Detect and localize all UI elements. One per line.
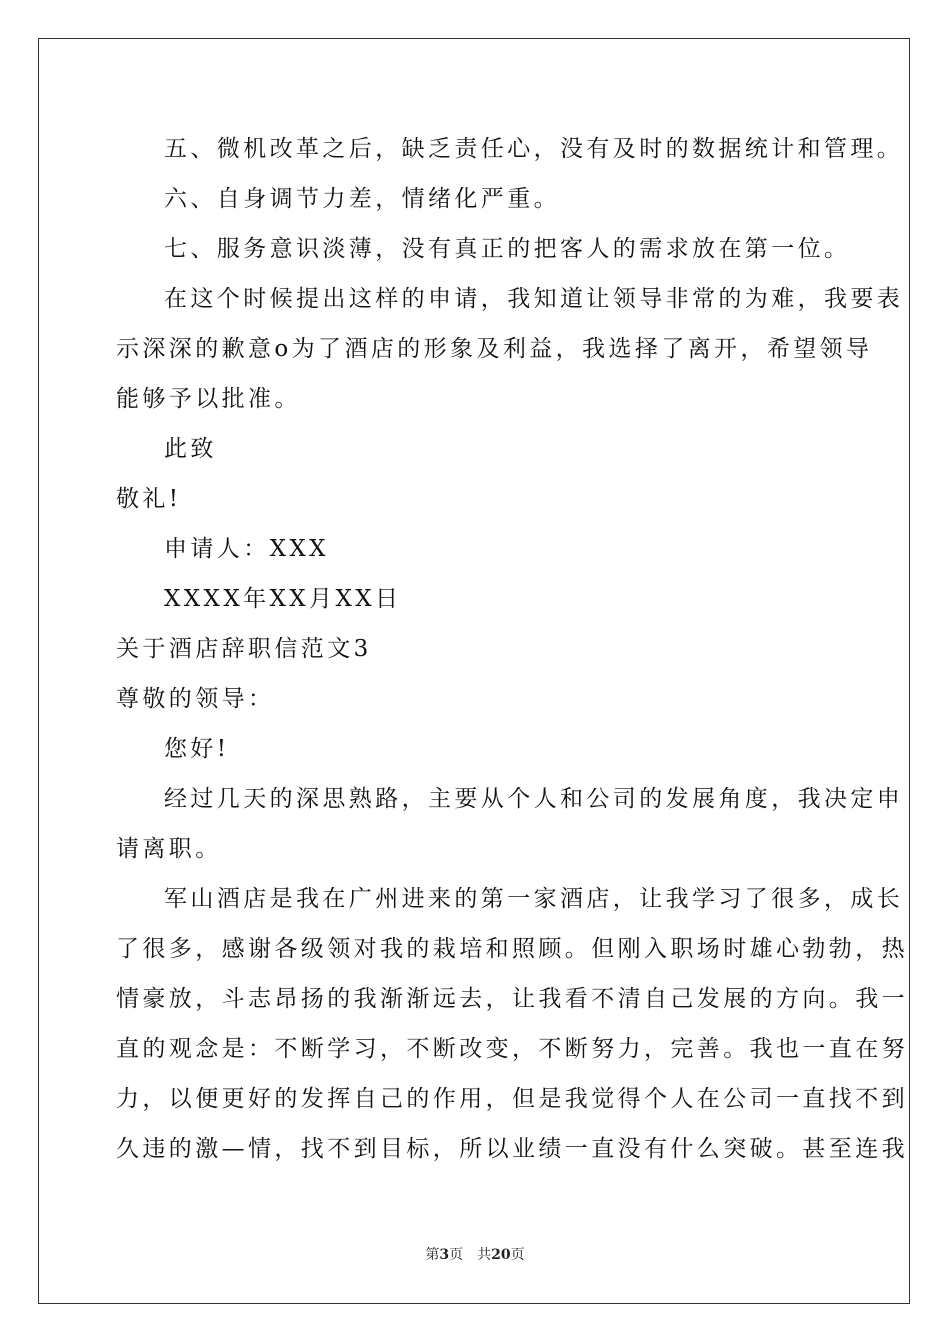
text-line: 此致 bbox=[164, 436, 217, 462]
page-current: 3 bbox=[439, 1247, 450, 1263]
section-title: 关于酒店辞职信范文3 bbox=[116, 636, 372, 662]
page-footer bbox=[0, 1244, 950, 1264]
text-line: XXXX年XX月XX日 bbox=[164, 586, 402, 612]
page-suffix: 页 bbox=[449, 1247, 464, 1263]
text-line: 申请人：XXX bbox=[164, 536, 329, 562]
text-line: 力，以便更好的发挥自己的作用，但是我觉得个人在公司一直找不到 bbox=[116, 1086, 908, 1112]
text-line: 五、微机改革之后，缺乏责任心，没有及时的数据统计和管理。 bbox=[164, 136, 904, 162]
total-suffix: 页 bbox=[510, 1247, 525, 1263]
page-prefix: 第 bbox=[425, 1247, 440, 1263]
text-line: 请离职。 bbox=[116, 836, 222, 862]
text-line: 了很多，感谢各级领对我的栽培和照顾。但刚入职场时雄心勃勃，热 bbox=[116, 936, 908, 962]
text-line: 军山酒店是我在广州进来的第一家酒店，让我学习了很多，成长 bbox=[164, 886, 904, 912]
text-line: 久违的激—情，找不到目标，所以业绩一直没有什么突破。甚至连我 bbox=[116, 1136, 908, 1162]
text-line: 六、自身调节力差，情绪化严重。 bbox=[164, 186, 560, 212]
text-line: 在这个时候提出这样的申请，我知道让领导非常的为难，我要表 bbox=[164, 286, 904, 312]
salutation: 尊敬的领导： bbox=[116, 686, 275, 712]
text-line: 七、服务意识淡薄，没有真正的把客人的需求放在第一位。 bbox=[164, 236, 851, 262]
text-line: 您好! bbox=[164, 736, 230, 762]
page-total: 20 bbox=[491, 1247, 511, 1263]
text-line: 直的观念是：不断学习，不断改变，不断努力，完善。我也一直在努 bbox=[116, 1036, 908, 1062]
total-prefix: 共 bbox=[477, 1247, 492, 1263]
text-line: 情豪放，斗志昂扬的我渐渐远去，让我看不清自己发展的方向。我一 bbox=[116, 986, 908, 1012]
text-line: 示深深的歉意o为了酒店的形象及利益，我选择了离开，希望领导 bbox=[116, 336, 873, 362]
text-line: 敬礼! bbox=[116, 486, 182, 512]
text-line: 能够予以批准。 bbox=[116, 386, 301, 412]
text-line: 经过几天的深思熟路，主要从个人和公司的发展角度，我决定申 bbox=[164, 786, 904, 812]
